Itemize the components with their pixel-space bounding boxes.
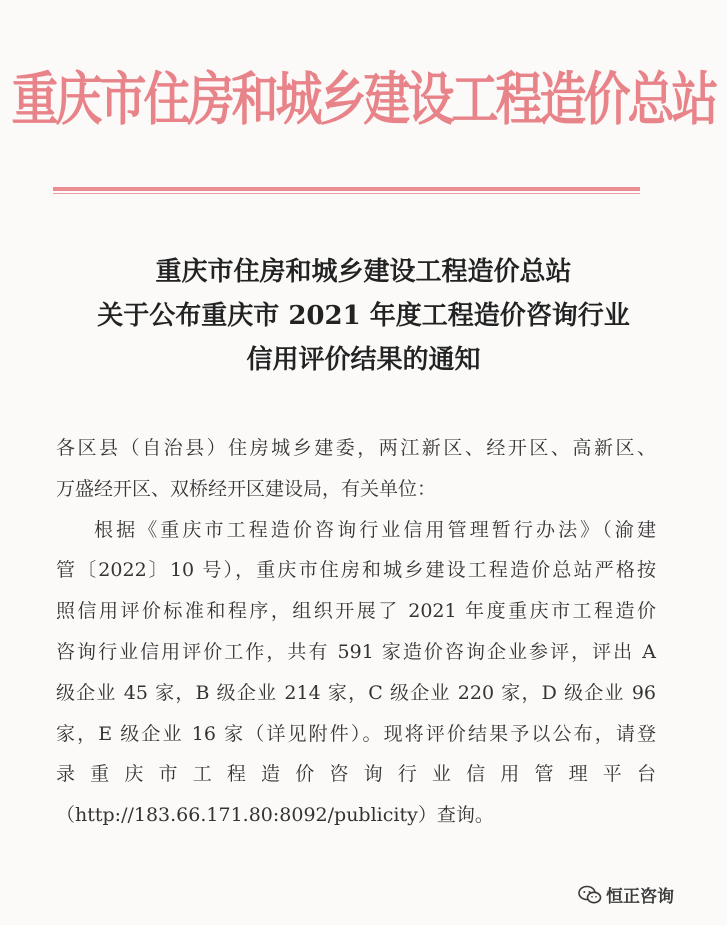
paragraph-line-1: 根据《重庆市工程造价咨询行业信用管理暂行办法》（渝建 xyxy=(94,518,656,541)
salutation-line-1: 各区县（自治县）住房城乡建委，两江新区、经开区、高新区、 xyxy=(56,437,656,459)
title-line-3: 信用评价结果的通知 xyxy=(246,345,481,375)
paragraph-line-7: 录重庆市工程造价咨询行业信用管理平台 xyxy=(56,763,656,786)
document-title xyxy=(40,250,687,382)
title-line-2: 关于公布重庆市 2021 年度工程造价咨询行业 xyxy=(97,301,630,331)
letterhead-rule-thin xyxy=(53,193,640,194)
letterhead-org-name: 重庆市住房和城乡建设工程造价总站 xyxy=(11,66,716,134)
paragraph-line-6: 家，E 级企业 16 家（详见附件）。现将评价结果予以公布，请登 xyxy=(56,722,656,745)
title-line-1: 重庆市住房和城乡建设工程造价总站 xyxy=(155,257,572,287)
wechat-icon xyxy=(578,885,602,905)
paragraph-line-2: 管〔2022〕10 号），重庆市住房和城乡建设工程造价总站严格按 xyxy=(56,559,656,582)
paragraph-line-8: （http://183.66.171.80:8092/publicity）查询。 xyxy=(56,804,494,827)
paragraph-line-5: 级企业 45 家，B 级企业 214 家，C 级企业 220 家，D 级企业 96 xyxy=(56,681,656,704)
paragraph-line-3: 照信用评价标准和程序，组织开展了 2021 年度重庆市工程造价 xyxy=(56,600,656,623)
paragraph-line-4: 咨询行业信用评价工作，共有 591 家造价咨询企业参评，评出 A xyxy=(56,640,656,663)
letterhead-rule-thick xyxy=(53,187,640,191)
wechat-watermark xyxy=(578,882,674,907)
salutation-line-2: 万盛经开区、双桥经开区建设局，有关单位： xyxy=(56,477,437,500)
watermark-text: 恒正咨询 xyxy=(606,887,674,907)
document-body xyxy=(56,428,656,836)
